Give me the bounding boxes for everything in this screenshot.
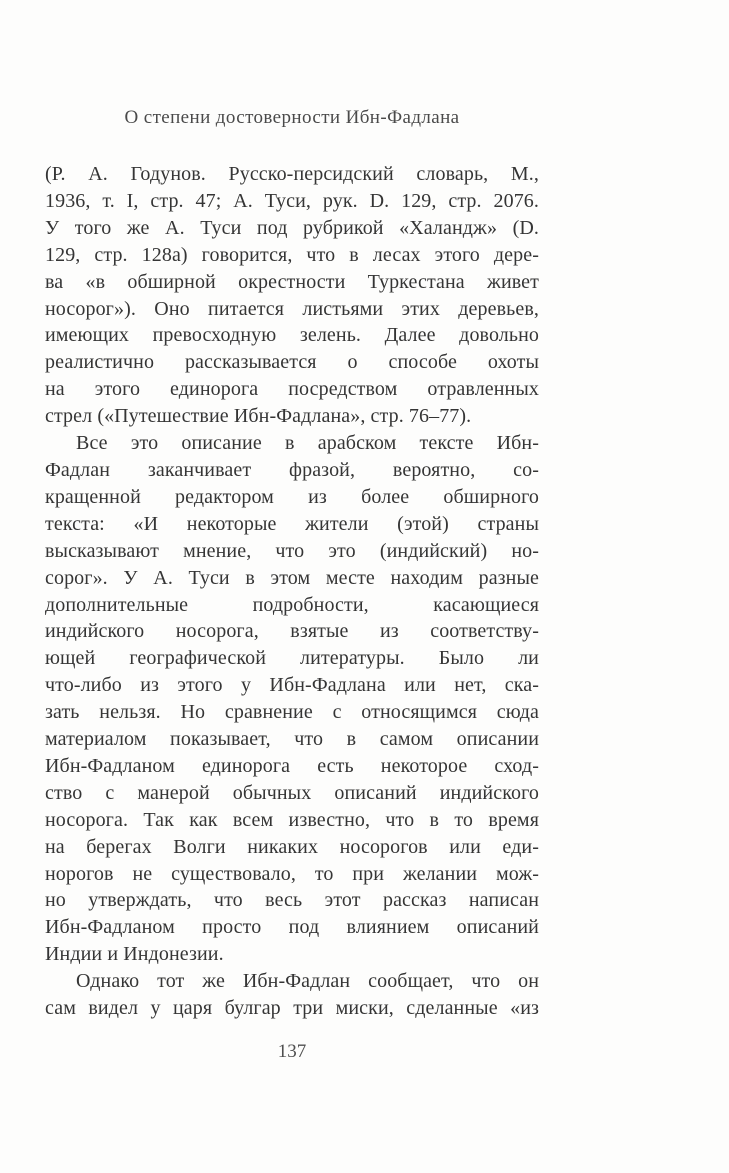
text-line: имеющих превосходную зелень. Далее довольно [45, 324, 539, 347]
text-line: Ибн-Фадланом просто под влиянием описаний [45, 916, 539, 939]
text-line: ющей географической литературы. Было ли [45, 647, 539, 670]
text-line: сорог». У А. Туси в этом месте находим разные [45, 566, 539, 589]
text-line: на берегах Волги никаких носорогов или еди- [45, 835, 539, 858]
text-line: текста: «И некоторые жители (этой) страны [45, 512, 539, 535]
text-line: носорог»). Оно питается листьями этих деревьев, [45, 297, 539, 320]
text-line: (Р. А. Годунов. Русско-персидский словарь, М., [45, 163, 539, 185]
text-line: Фадлан заканчивает фразой, вероятно, со- [45, 458, 539, 481]
page-number: 137 [277, 1041, 307, 1062]
text-line: реалистично рассказывается о способе охоты [45, 351, 539, 374]
text-line: Индии и Индонезии. [45, 943, 224, 966]
text-line: носорога. Так как всем известно, что в то время [45, 808, 539, 831]
text-line: кращенной редактором из более обширного [45, 485, 539, 508]
text-line: индийского носорога, взятые из соответству- [45, 620, 539, 643]
text-line: Однако тот же Ибн-Фадлан сообщает, что он [76, 970, 539, 993]
body-text [45, 161, 539, 1022]
text-line: Все это описание в арабском тексте Ибн- [76, 432, 539, 455]
text-line: что-либо из этого у Ибн-Фадлана или нет, ска- [45, 674, 539, 697]
text-line: дополнительные подробности, касающиеся [45, 593, 539, 616]
text-line: стрел («Путешествие Ибн-Фадлана», стр. 76–77). [45, 405, 472, 428]
text-line: 129, стр. 128а) говорится, что в лесах этого дере- [45, 243, 539, 266]
text-line: ство с манерой обычных описаний индийского [45, 781, 539, 804]
text-line: но утверждать, что весь этот рассказ написан [45, 889, 539, 912]
text-line: зать нельзя. Но сравнение с относящимся сюда [45, 701, 539, 724]
text-line: норогов не существовало, то при желании мож- [45, 862, 539, 885]
text-line: высказывают мнение, что это (индийский) но- [45, 539, 539, 562]
text-line: на этого единорога посредством отравленных [45, 378, 539, 401]
text-line: сам видел у царя булгар три миски, сделанные «из [45, 997, 539, 1020]
running-header: О степени достоверности Ибн-Фадлана [124, 107, 460, 128]
text-line: 1936, т. I, стр. 47; А. Туси, рук. D. 129, стр. 2076. [45, 189, 539, 212]
text-line: материалом показывает, что в самом описании [45, 728, 539, 751]
text-line: У того же А. Туси под рубрикой «Халандж» (D. [45, 216, 539, 239]
text-line: ва «в обширной окрестности Туркестана живет [45, 270, 539, 293]
text-line: Ибн-Фадланом единорога есть некоторое сход- [45, 754, 539, 777]
